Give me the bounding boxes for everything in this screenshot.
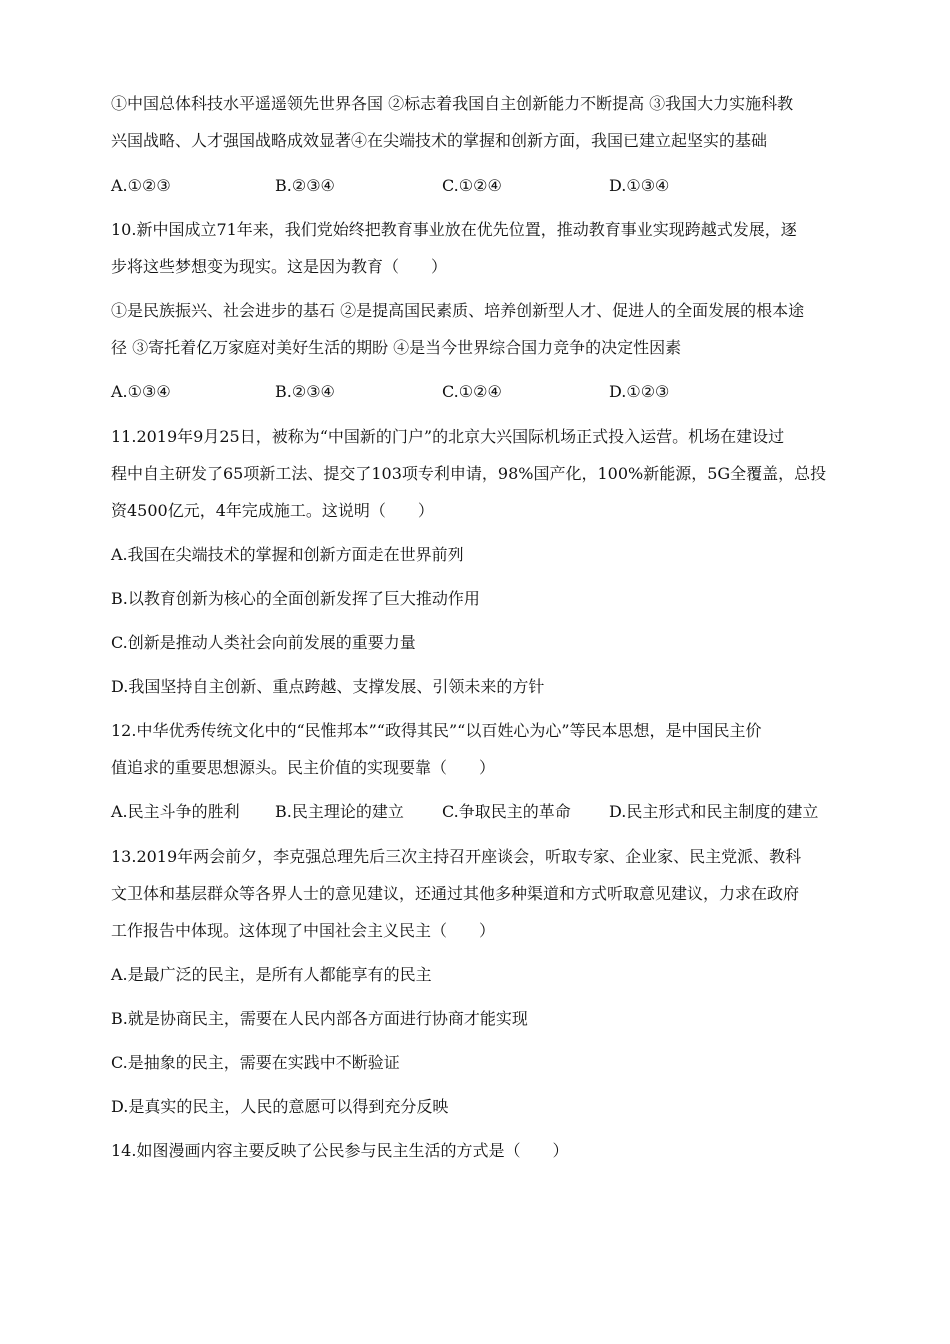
q9-option-b: B.②③④ — [275, 176, 335, 195]
q13-stem-line-3: 工作报告中体现。这体现了中国社会主义民主（ ） — [111, 921, 496, 940]
q9-statements-line-2: 兴国战略、人才强国战略成效显著④在尖端技术的掌握和创新方面，我国已建立起坚实的基础 — [111, 131, 768, 150]
q11-option-c: C.创新是推动人类社会向前发展的重要力量 — [111, 633, 416, 652]
q10-option-c: C.①②④ — [442, 382, 502, 401]
q13-option-d: D.是真实的民主，人民的意愿可以得到充分反映 — [111, 1097, 449, 1116]
q9-option-d: D.①③④ — [609, 176, 670, 195]
q10-statements-line-2: 径 ③寄托着亿万家庭对美好生活的期盼 ④是当今世界综合国力竞争的决定性因素 — [111, 338, 682, 357]
q13-stem-line-2: 文卫体和基层群众等各界人士的意见建议，还通过其他多种渠道和方式听取意见建议，力求在政府 — [111, 884, 800, 903]
q10-stem-line-2: 步将这些梦想变为现实。这是因为教育（ ） — [111, 257, 448, 276]
q13-option-c: C.是抽象的民主，需要在实践中不断验证 — [111, 1053, 400, 1072]
q9-statements-line-1: ①中国总体科技水平遥遥领先世界各国 ②标志着我国自主创新能力不断提高 ③我国大力实施科教 — [111, 94, 794, 113]
q12-option-c: C.争取民主的革命 — [442, 802, 571, 821]
q11-option-b: B.以教育创新为核心的全面创新发挥了巨大推动作用 — [111, 589, 480, 608]
q12-stem-line-1: 12.中华优秀传统文化中的“民惟邦本”“政得其民”“以百姓心为心”等民本思想，是中国民主价 — [111, 721, 762, 740]
q11-stem-line-1: 11.2019年9月25日，被称为“中国新的门户”的北京大兴国际机场正式投入运营。机场在建设过 — [111, 427, 785, 446]
q12-stem-line-2: 值追求的重要思想源头。民主价值的实现要靠（ ） — [111, 758, 496, 777]
q12-option-d: D.民主形式和民主制度的建立 — [609, 802, 819, 821]
q10-stem-line-1: 10.新中国成立71年来，我们党始终把教育事业放在优先位置，推动教育事业实现跨越式发展，逐 — [111, 220, 797, 239]
q9-option-c: C.①②④ — [442, 176, 502, 195]
q11-stem-line-3: 资4500亿元，4年完成施工。这说明（ ） — [111, 501, 434, 520]
q12-option-a: A.民主斗争的胜利 — [111, 802, 240, 821]
q14-stem-line-1: 14.如图漫画内容主要反映了公民参与民主生活的方式是（ ） — [111, 1141, 569, 1160]
q9-option-a: A.①②③ — [111, 176, 171, 195]
q11-option-d: D.我国坚持自主创新、重点跨越、支撑发展、引领未来的方针 — [111, 677, 545, 696]
q13-stem-line-1: 13.2019年两会前夕，李克强总理先后三次主持召开座谈会，听取专家、企业家、民主党派、教科 — [111, 847, 802, 866]
q10-statements-line-1: ①是民族振兴、社会进步的基石 ②是提高国民素质、培养创新型人才、促进人的全面发展的根本途 — [111, 301, 805, 320]
q10-option-d: D.①②③ — [609, 382, 670, 401]
q10-option-a: A.①③④ — [111, 382, 171, 401]
q10-option-b: B.②③④ — [275, 382, 335, 401]
q12-option-b: B.民主理论的建立 — [275, 802, 404, 821]
q13-option-b: B.就是协商民主，需要在人民内部各方面进行协商才能实现 — [111, 1009, 528, 1028]
q11-stem-line-2: 程中自主研发了65项新工法、提交了103项专利申请，98%国产化，100%新能源，5G全覆盖，总投 — [111, 464, 827, 483]
q11-option-a: A.我国在尖端技术的掌握和创新方面走在世界前列 — [111, 545, 464, 564]
q13-option-a: A.是最广泛的民主，是所有人都能享有的民主 — [111, 965, 432, 984]
